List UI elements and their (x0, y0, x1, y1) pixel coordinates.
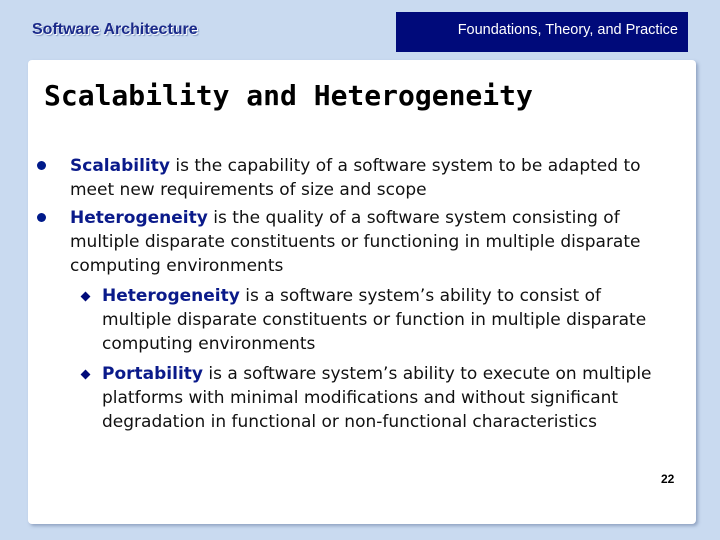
sub-bullet-2-line-3: degradation in functional or non-functional characteristics (102, 412, 597, 432)
sub-bullet-2-line-2: platforms with minimal modifications and without significant (102, 388, 619, 408)
page-number: 22 (661, 472, 675, 486)
header-right-band (396, 12, 688, 52)
header-book-subtitle: Foundations, Theory, and Practice (457, 22, 678, 38)
sub-bullet-1-line-1 (102, 284, 601, 308)
bullet-1-text: is the capability of a software system to be adapted to (169, 156, 641, 176)
bullet-1-keyword: Scalability (70, 156, 170, 176)
bullet-1-line-2: meet new requirements of size and scope (70, 180, 427, 200)
sub-bullet-1-line-3: computing environments (102, 334, 316, 354)
bullet-dot-icon (37, 213, 46, 222)
bullet-2-line-3: computing environments (70, 256, 284, 276)
sub-bullet-2-line-1 (102, 362, 652, 386)
header-left-band (0, 0, 350, 62)
bullet-2-line-1 (70, 206, 620, 230)
sub-bullet-2-keyword: Portability (102, 364, 203, 384)
header-course-title: Software Architecture (32, 21, 198, 38)
sub-bullet-1-text: is a software system’s ability to consist of (239, 286, 601, 306)
bullet-dot-icon (37, 161, 46, 170)
bullet-1-line-1 (70, 154, 641, 178)
slide-title: Scalability and Heterogeneity (44, 79, 533, 112)
sub-bullet-1-line-2: multiple disparate constituents or function in multiple disparate (102, 310, 647, 330)
bullet-2-text: is the quality of a software system consisting of (207, 208, 620, 228)
bullet-2-keyword: Heterogeneity (70, 208, 208, 228)
sub-bullet-2-text: is a software system’s ability to execute on multiple (202, 364, 652, 384)
bullet-2-line-2: multiple disparate constituents or functioning in multiple disparate (70, 232, 641, 252)
sub-bullet-1-keyword: Heterogeneity (102, 286, 240, 306)
